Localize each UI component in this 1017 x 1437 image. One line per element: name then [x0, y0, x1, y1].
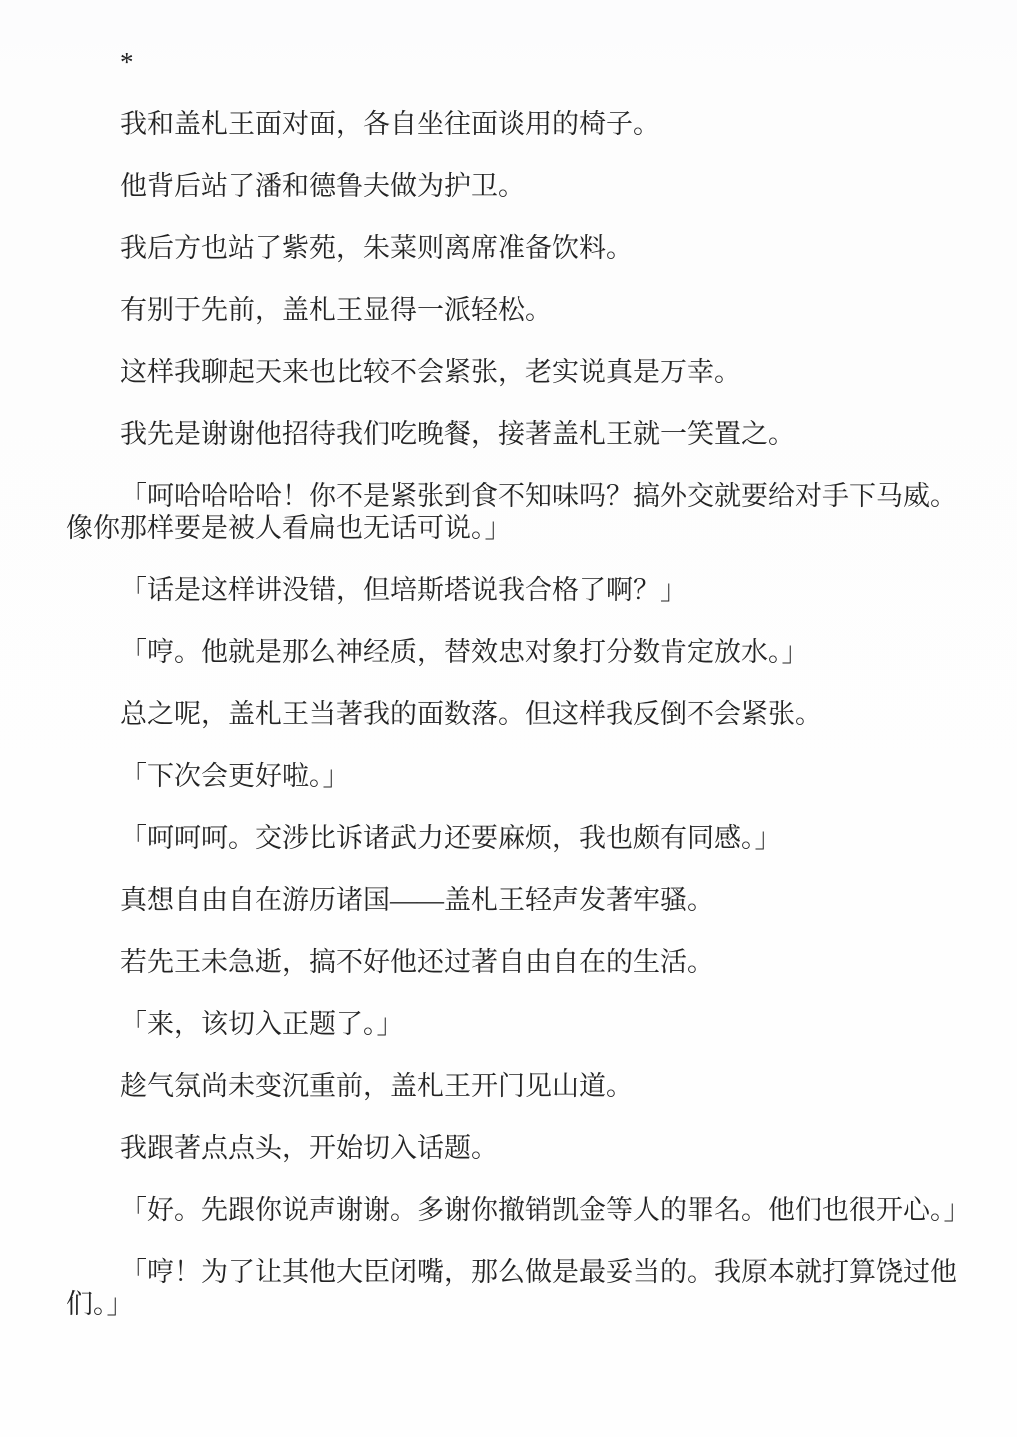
- paragraph: 我和盖札王面对面，各自坐往面谈用的椅子。: [120, 109, 660, 139]
- paragraph: 若先王未急逝，搞不好他还过著自由自在的生活。: [120, 947, 714, 977]
- paragraph: 我跟著点点头，开始切入话题。: [120, 1133, 498, 1163]
- paragraph: 总之呢，盖札王当著我的面数落。但这样我反倒不会紧张。: [120, 699, 822, 729]
- paragraph: 真想自由自在游历诸国——盖札王轻声发著牢骚。: [120, 885, 714, 915]
- section-divider: *: [120, 47, 134, 77]
- paragraph-dialogue: 「来，该切入正题了。」: [120, 1009, 404, 1039]
- paragraph-dialogue: 「下次会更好啦。」: [120, 761, 350, 791]
- paragraph-dialogue: 「呵呵呵。交涉比诉诸武力还要麻烦，我也颇有同感。」: [120, 823, 782, 853]
- paragraph-dialogue: 「话是这样讲没错，但培斯塔说我合格了啊？」: [120, 575, 687, 605]
- paragraph: 我后方也站了紫苑，朱菜则离席准备饮料。: [120, 233, 633, 263]
- paragraph-dialogue: 「好。先跟你说声谢谢。多谢你撤销凯金等人的罪名。他们也很开心。」: [120, 1195, 971, 1225]
- paragraph-dialogue: 「哼！为了让其他大臣闭嘴，那么做是最妥当的。我原本就打算饶过他们。」: [66, 1257, 957, 1319]
- paragraph-dialogue: 「呵哈哈哈哈！你不是紧张到食不知味吗？搞外交就要给对手下马威。像你那样要是被人看扁也无话可说。」: [66, 481, 957, 543]
- paragraph: 他背后站了潘和德鲁夫做为护卫。: [120, 171, 525, 201]
- paragraph: 有别于先前，盖札王显得一派轻松。: [120, 295, 552, 325]
- paragraph-dialogue: 「哼。他就是那么神经质，替效忠对象打分数肯定放水。」: [120, 637, 809, 667]
- paragraph: 趁气氛尚未变沉重前，盖札王开门见山道。: [120, 1071, 633, 1101]
- paragraph: 我先是谢谢他招待我们吃晚餐，接著盖札王就一笑置之。: [120, 419, 795, 449]
- paragraph: 这样我聊起天来也比较不会紧张，老实说真是万幸。: [120, 357, 741, 387]
